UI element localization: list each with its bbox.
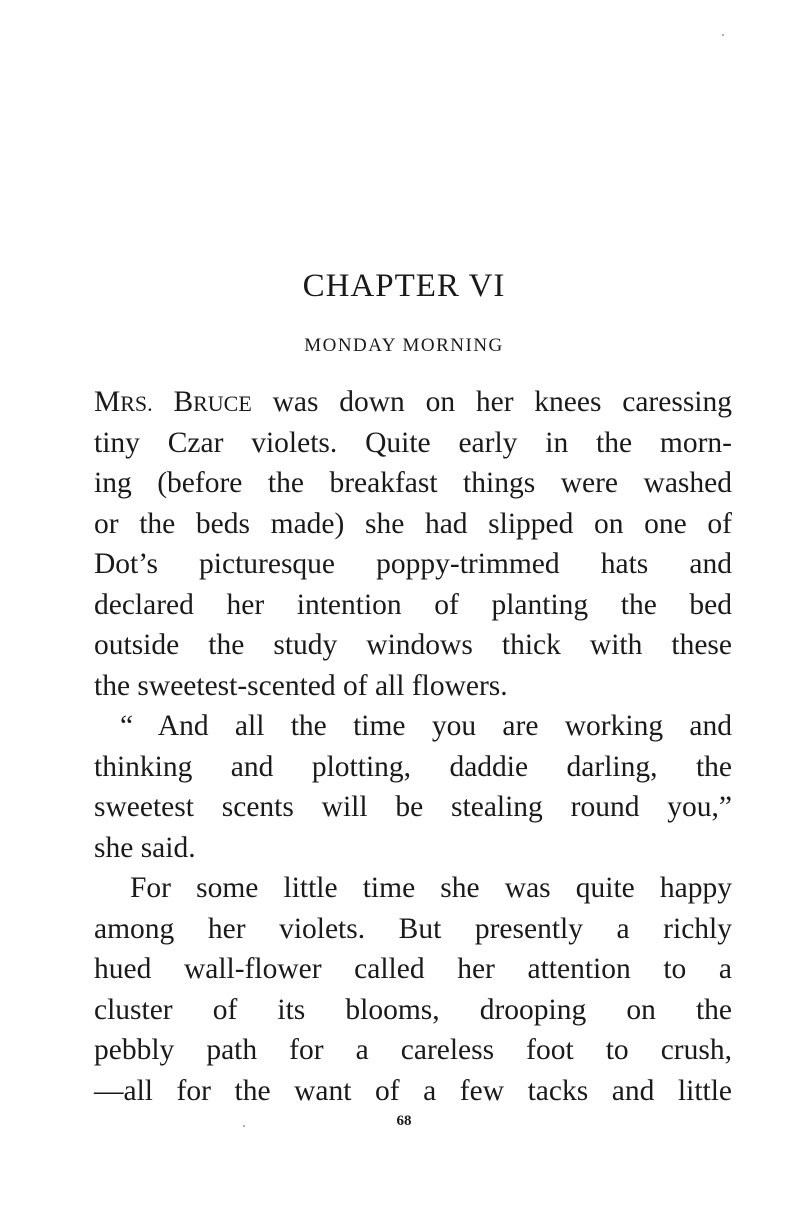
text-line: “ And all the time you are working and [120, 710, 732, 742]
chapter-subtitle: MONDAY MORNING [304, 335, 504, 356]
text-line: the sweetest-scented of all flowers. [94, 669, 508, 702]
text-line: Dot’s picturesque poppy-trimmed hats and [94, 548, 732, 580]
text-line: —all for the want of a few tacks and little [94, 1074, 732, 1107]
text-line-content: was down on her knees caressing [251, 386, 733, 418]
text-line: tiny Czar violets. Quite early in the morn- [94, 426, 732, 459]
text-line: outside the study windows thick with these [94, 629, 732, 661]
text-line: pebbly path for a careless foot to crush, [94, 1034, 732, 1066]
text-line: she said. [94, 831, 196, 864]
text-line: For some little time she was quite happy [130, 872, 732, 904]
text-line: sweetest scents will be stealing round you,” [94, 791, 732, 823]
surname-small-caps: RUCE [193, 391, 252, 416]
paper-speck [722, 34, 724, 36]
name-small-caps: RS. [120, 391, 153, 416]
paper-speck [243, 1125, 245, 1127]
text-line: declared her intention of planting the bed [94, 588, 732, 621]
body-text [94, 382, 732, 1111]
chapter-title: CHAPTER VI [302, 268, 506, 304]
text-line [94, 382, 732, 423]
text-line: among her violets. But presently a richly [94, 912, 732, 945]
page-number: 68 [396, 1113, 412, 1129]
surname-first-letter: B [173, 386, 194, 418]
text-line: thinking and plotting, daddie darling, the [94, 750, 732, 783]
name-first-letter: M [94, 386, 121, 418]
text-line: hued wall-flower called her attention to a [94, 953, 732, 985]
text-line: or the beds made) she had slipped on one of [94, 507, 732, 540]
text-line: ing (before the breakfast things were washed [94, 467, 732, 499]
text-line: cluster of its blooms, drooping on the [94, 993, 732, 1026]
